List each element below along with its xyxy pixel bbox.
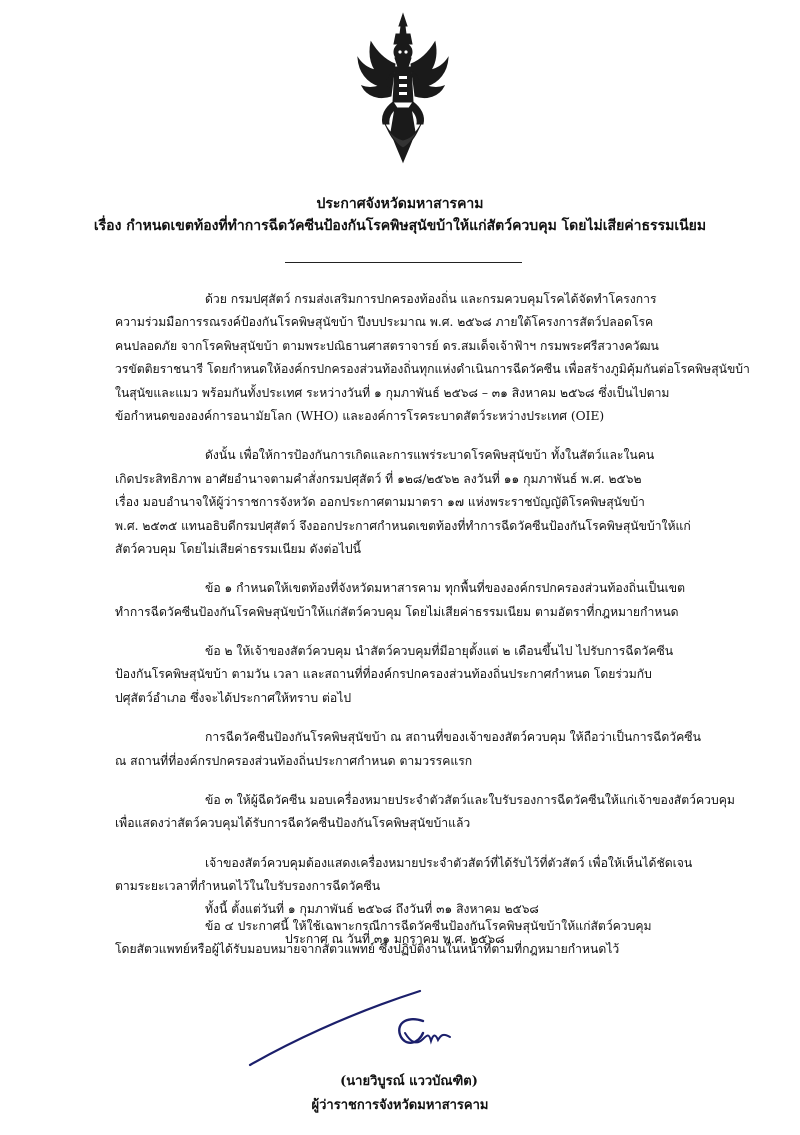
paragraph-line: ความร่วมมือการรณรงค์ป้องกันโรคพิษสุนัขบ้า ปีงบประมาณ พ.ศ. ๒๕๖๘ ภายใต้โครงการสัตว์ปลอดโรค (115, 315, 654, 330)
paragraph-line: วรขัตติยราชนารี โดยกำหนดให้องค์กรปกครองส่วนท้องถิ่นทุกแห่งดำเนินการฉีดวัคซีน เพื่อสร้างภูมิคุ้มกันต่อโรคพิษสุนัขบ้า (115, 362, 750, 377)
clause-line: ข้อ ๑ กำหนดให้เขตท้องที่จังหวัดมหาสารคาม ทุกพื้นที่ขององค์กรปกครองส่วนท้องถิ่นเป็นเขต (205, 581, 686, 596)
clause-line: เพื่อแสดงว่าสัตว์ควบคุมได้รับการฉีดวัคซีนป้องกันโรคพิษสุนัขบ้าแล้ว (115, 816, 471, 831)
clause-line: ข้อ ๔ ประกาศนี้ ให้ใช้เฉพาะกรณีการฉีดวัคซีนป้องกันโรคพิษสุนัขบ้าให้แก่สัตว์ควบคุม (205, 918, 652, 933)
signer-position: ผู้ว่าราชการจังหวัดมหาสารคาม (311, 1098, 489, 1113)
clause-line: ปศุสัตว์อำเภอ ซึ่งจะได้ประกาศให้ทราบ ต่อไป (115, 690, 352, 705)
paragraph-line: ด้วย กรมปศุสัตว์ กรมส่งเสริมการปกครองท้องถิ่น และกรมควบคุมโรคได้จัดทำโครงการ (205, 292, 657, 306)
clause-line: ณ สถานที่ที่องค์กรปกครองส่วนท้องถิ่นประกาศกำหนด ตามวรรคแรก (115, 753, 473, 768)
clause-line: ป้องกันโรคพิษสุนัขบ้า ตามวัน เวลา และสถานที่ที่องค์กรปกครองส่วนท้องถิ่นประกาศกำหนด โดยร่วมกับ (115, 667, 652, 682)
header-divider (285, 262, 522, 263)
clause-line: ตามระยะเวลาที่กำหนดไว้ในใบรับรองการฉีดวัคซีน (115, 879, 381, 894)
announcement-subject: เรื่อง กำหนดเขตท้องที่ทำการฉีดวัคซีนป้องกันโรคพิษสุนัขบ้าให้แก่สัตว์ควบคุม โดยไม่เสียค่าธรรมเนียม (93, 218, 707, 234)
handwritten-signature (245, 985, 455, 1075)
garuda-emblem-icon (355, 12, 451, 174)
signer-block (0, 1070, 800, 1118)
paragraph-line: ข้อกำหนดขององค์การอนามัยโลก (WHO) และองค์การโรคระบาดสัตว์ระหว่างประเทศ (OIE) (115, 408, 605, 423)
clause-line: โดยสัตวแพทย์หรือผู้ได้รับมอบหมายจากสัตวแพทย์ ซึ่งปฏิบัติงานในหน้าที่ตามที่กฎหมายกำหนดไว้ (115, 941, 620, 956)
clause-line: ข้อ ๓ ให้ผู้ฉีดวัคซีน มอบเครื่องหมายประจำตัวสัตว์และใบรับรองการฉีดวัคซีนให้แก่เจ้าของสัตว์ควบคุม (205, 793, 735, 808)
announcement-body (115, 288, 755, 961)
announcement-date: ประกาศ ณ วันที่ ๓๑ มกราคม พ.ศ. ๒๕๖๘ (285, 932, 505, 946)
signer-name: (นายวิบูรณ์ แววบัณฑิต) (340, 1074, 478, 1089)
document-header (0, 193, 800, 237)
effective-period: ทั้งนี้ ตั้งแต่วันที่ ๑ กุมภาพันธ์ ๒๕๖๘ ถึงวันที่ ๓๑ สิงหาคม ๒๕๖๘ (205, 902, 539, 916)
clause-line: ทำการฉีดวัคซีนป้องกันโรคพิษสุนัขบ้าให้แก่สัตว์ควบคุม โดยไม่เสียค่าธรรมเนียม ตามอัตราที่กฎหมายกำหนด (115, 604, 679, 619)
clause-line: การฉีดวัคซีนป้องกันโรคพิษสุนัขบ้า ณ สถานที่ของเจ้าของสัตว์ควบคุม ให้ถือว่าเป็นการฉีดวัคซีน (205, 730, 701, 745)
clause-line: เจ้าของสัตว์ควบคุมต้องแสดงเครื่องหมายประจำตัวสัตว์ที่ได้รับไว้ที่ตัวสัตว์ เพื่อให้เห็นได้ชัดเจน (205, 855, 693, 870)
paragraph-line: เรื่อง มอบอำนาจให้ผู้ว่าราชการจังหวัด ออกประกาศตามมาตรา ๑๗ แห่งพระราชบัญญัติโรคพิษสุนัขบ้า (115, 495, 645, 510)
announcement-title: ประกาศจังหวัดมหาสารคาม (316, 196, 484, 212)
paragraph-line: เกิดประสิทธิภาพ อาศัยอำนาจตามคำสั่งกรมปศุสัตว์ ที่ ๑๒๘/๒๕๖๒ ลงวันที่ ๑๑ กุมภาพันธ์ พ.ศ. ๒๕๖๒ (115, 471, 642, 486)
paragraph-line: พ.ศ. ๒๕๓๕ แทนอธิบดีกรมปศุสัตว์ จึงออกประกาศกำหนดเขตท้องที่ทำการฉีดวัคซีนป้องกันโรคพิษสุนัขบ้าให้แก่ (115, 518, 691, 533)
paragraph-line: สัตว์ควบคุม โดยไม่เสียค่าธรรมเนียม ดังต่อไปนี้ (115, 541, 361, 556)
paragraph-line: คนปลอดภัย จากโรคพิษสุนัขบ้า ตามพระปณิธานศาสตราจารย์ ดร.สมเด็จเจ้าฟ้าฯ กรมพระศรีสวางควัฒน (115, 338, 659, 353)
paragraph-line: ในสุนัขและแมว พร้อมกันทั้งประเทศ ระหว่างวันที่ ๑ กุมภาพันธ์ ๒๕๖๘ – ๓๑ สิงหาคม ๒๕๖๘ ซึ่งเป็นไปตาม (115, 385, 670, 400)
clause-line: ข้อ ๒ ให้เจ้าของสัตว์ควบคุม นำสัตว์ควบคุมที่มีอายุตั้งแต่ ๒ เดือนขึ้นไป ไปรับการฉีดวัคซีน (205, 644, 674, 659)
paragraph-line: ดังนั้น เพื่อให้การป้องกันการเกิดและการแพร่ระบาดโรคพิษสุนัขบ้า ทั้งในสัตว์และในคน (205, 448, 655, 463)
